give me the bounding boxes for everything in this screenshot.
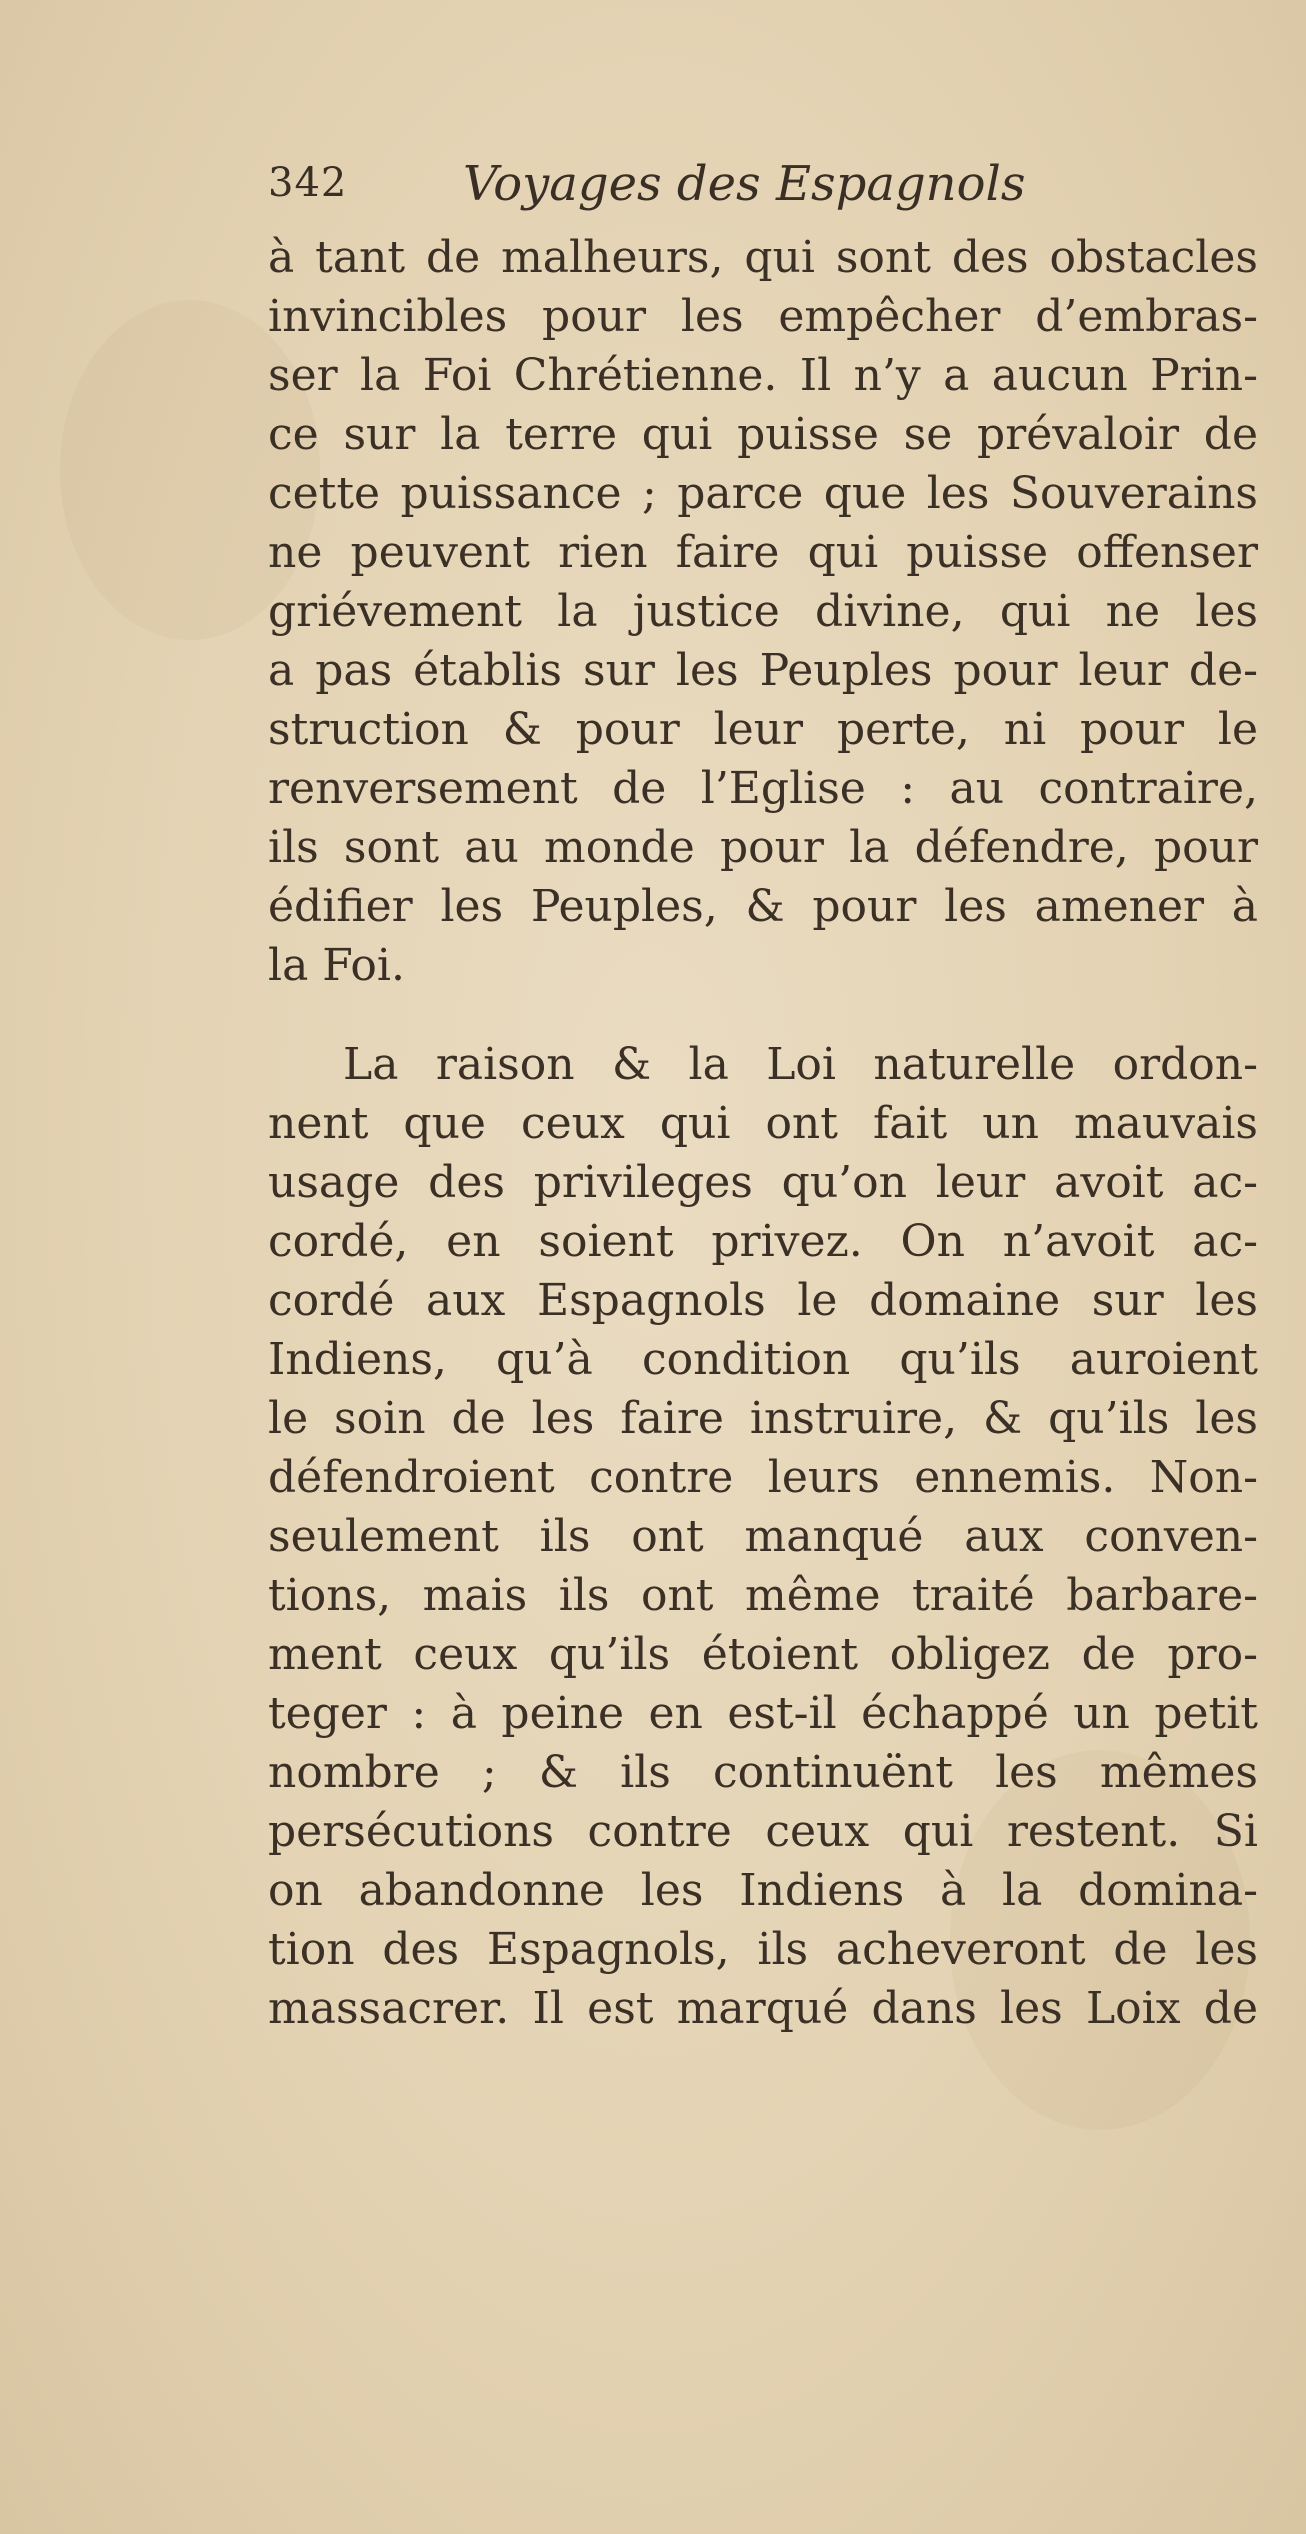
text-line: ils sont au monde pour la défendre, pour: [268, 822, 1258, 873]
text-line: tions, mais ils ont même traité barbare-: [268, 1570, 1258, 1621]
body-text: [268, 228, 1258, 2038]
text-line: a pas établis sur les Peuples pour leur de-: [268, 645, 1258, 696]
text-line: tion des Espagnols, ils acheveront de les: [268, 1924, 1258, 1975]
text-line: ce sur la terre qui puisse se prévaloir de: [268, 409, 1258, 460]
text-line: ne peuvent rien faire qui puisse offenser: [268, 527, 1258, 578]
text-line: La raison & la Loi naturelle ordon-: [343, 1039, 1258, 1090]
text-line: cordé aux Espagnols le domaine sur les: [268, 1275, 1258, 1326]
text-line: la Foi.: [268, 940, 405, 991]
text-line: défendroient contre leurs ennemis. Non-: [268, 1452, 1258, 1503]
text-line: cette puissance ; parce que les Souverains: [268, 468, 1258, 519]
text-line: struction & pour leur perte, ni pour le: [268, 704, 1258, 755]
text-line: Indiens, qu’à condition qu’ils auroient: [268, 1334, 1258, 1385]
text-line: ment ceux qu’ils étoient obligez de pro-: [268, 1629, 1258, 1680]
text-line: édifier les Peuples, & pour les amener à: [268, 881, 1258, 932]
text-line: seulement ils ont manqué aux conven-: [268, 1511, 1258, 1562]
text-line: teger : à peine en est-il échappé un petit: [268, 1688, 1258, 1739]
running-title: Voyages des Espagnols: [463, 156, 1026, 212]
text-line: ser la Foi Chrétienne. Il n’y a aucun Prin-: [268, 350, 1258, 401]
paragraph-gap: [268, 995, 1258, 1035]
text-line: on abandonne les Indiens à la domina-: [268, 1865, 1258, 1916]
text-line: à tant de malheurs, qui sont des obstacles: [268, 232, 1258, 283]
text-line: cordé, en soient privez. On n’avoit ac-: [268, 1216, 1258, 1267]
text-line: nombre ; & ils continuënt les mêmes: [268, 1747, 1258, 1798]
text-line: invincibles pour les empêcher d’embras-: [268, 291, 1258, 342]
text-line: massacrer. Il est marqué dans les Loix de: [268, 1983, 1258, 2034]
text-line: persécutions contre ceux qui restent. Si: [268, 1806, 1258, 1857]
text-line: griévement la justice divine, qui ne les: [268, 586, 1258, 637]
page-header: [268, 156, 1028, 230]
text-line: le soin de les faire instruire, & qu’ils les: [268, 1393, 1258, 1444]
text-line: renversement de l’Eglise : au contraire,: [268, 763, 1258, 814]
text-line: nent que ceux qui ont fait un mauvais: [268, 1098, 1258, 1149]
text-line: usage des privileges qu’on leur avoit ac-: [268, 1157, 1258, 1208]
page-number: 342: [268, 160, 348, 206]
